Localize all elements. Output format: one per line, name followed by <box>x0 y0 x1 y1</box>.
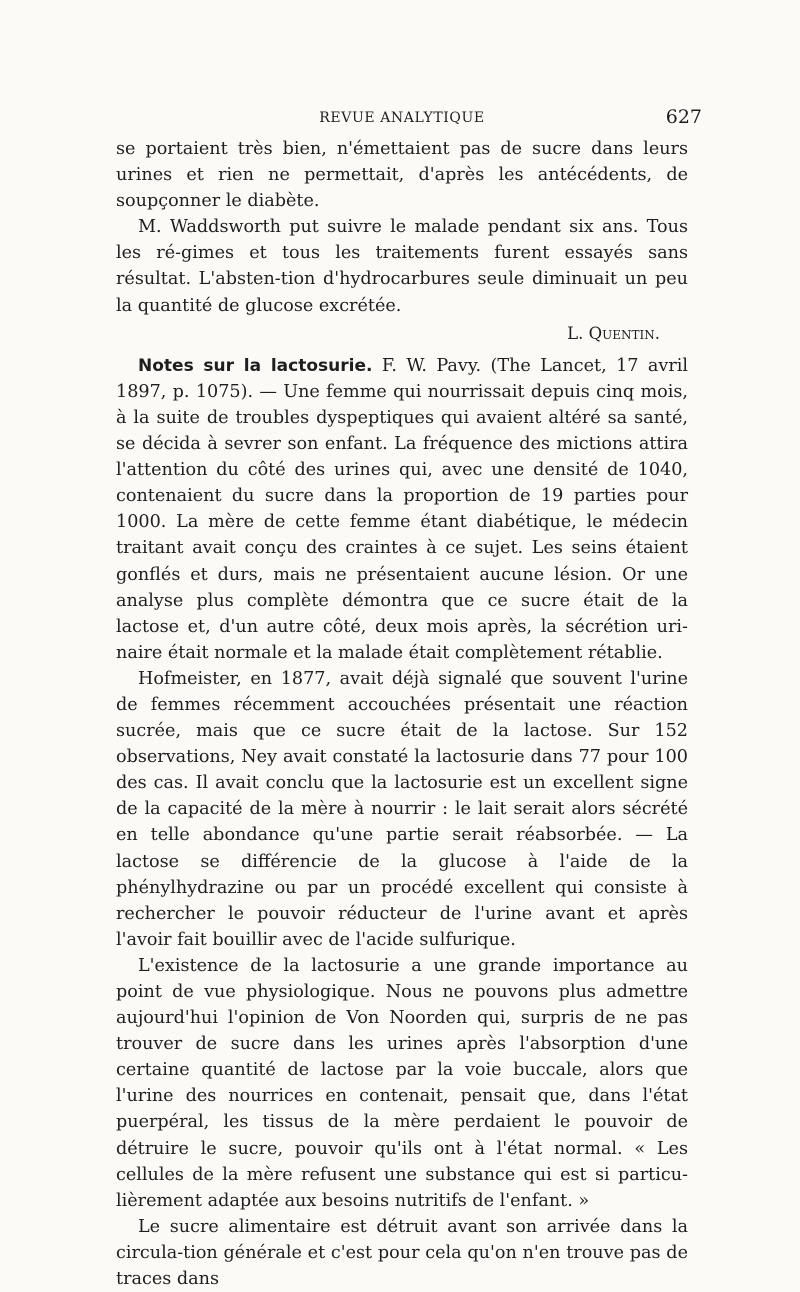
paragraph: se portaient très bien, n'émettaient pas de sucre dans leurs urines et rien ne permettait, d'après les antécédents, de soupçonner le diabète. <box>116 139 688 212</box>
paragraph: L'existence de la lactosurie a une grande importance au point de vue physiologique. Nous ne pouvons plus admettre aujourd'hui l'opinion de Von Noorden qui, surpris de ne pas trouver de sucre dans les urines après l'absorption d'une certaine quantité de lactose par la voie buccale, alors que l'urine des nourrices en contenait, pensait que, dans l'état puerpéral, les tissus de la mère perdaient le pouvoir de détruire le sucre, pouvoir qu'ils ont à l'état normal. « Les cellules de la mère refusent une substance qui est si particu-lièrement adaptée aux besoins nutritifs de l'enfant. » <box>116 955 688 1211</box>
page-header <box>116 106 702 132</box>
paragraph: M. Waddsworth put suivre le malade pendant six ans. Tous les ré-gimes et tous les traitements furent essayés sans résultat. L'absten-tion d'hydrocarbures seule diminuait un peu la quantité de glucose excrétée. <box>116 217 688 316</box>
running-title: REVUE ANALYTIQUE <box>319 110 485 126</box>
article-citation: F. W. Pavy. (The Lancet, 17 avril 1897, p. 1075). <box>116 355 689 402</box>
body-text <box>116 136 688 1292</box>
article-title: Notes sur la lactosurie. <box>138 355 373 376</box>
article-text: — Une femme qui nourrissait depuis cinq mois, à la suite de troubles dyspeptiques qui avaient altéré sa santé, se décida à sevrer son enfant. La fréquence des mictions attira l'attention du côté des urines qui, avec une densité de 1040, contenaient du sucre dans la proportion de 19 parties pour 1000. La mère de cette femme étant diabétique, le médecin traitant avait conçu des craintes à ce sujet. Les seins étaient gonflés et durs, mais ne présentaient aucune lésion. Or une analyse plus complète démontra que ce sucre était de la lactose et, d'un autre côté, deux mois après, la sécrétion uri-naire était normale et la malade était complètement rétablie. <box>116 381 689 663</box>
page-number: 627 <box>665 106 702 128</box>
article-paragraph <box>116 353 688 666</box>
paragraph: Le sucre alimentaire est détruit avant son arrivée dans la circula-tion générale et c'est pour cela qu'on n'en trouve pas de traces dans <box>116 1216 688 1290</box>
paragraph: Hofmeister, en 1877, avait déjà signalé que souvent l'urine de femmes récemment accouchées présentait une réaction sucrée, mais que ce sucre était de la lactose. Sur 152 observations, Ney avait constaté la lactosurie dans 77 pour 100 des cas. Il avait conclu que la lactosurie est un excellent signe de la capacité de la mère à nourrir : le lait serait alors sécrété en telle abondance qu'une partie serait réabsorbée. — La lactose se différencie de la glucose à l'aide de la phénylhydrazine ou par un procédé excellent qui consiste à rechercher le pouvoir réducteur de l'urine avant et après l'avoir fait bouillir avec de l'acide sulfurique. <box>116 668 688 950</box>
author-signature: L. Quentin. <box>567 323 660 343</box>
